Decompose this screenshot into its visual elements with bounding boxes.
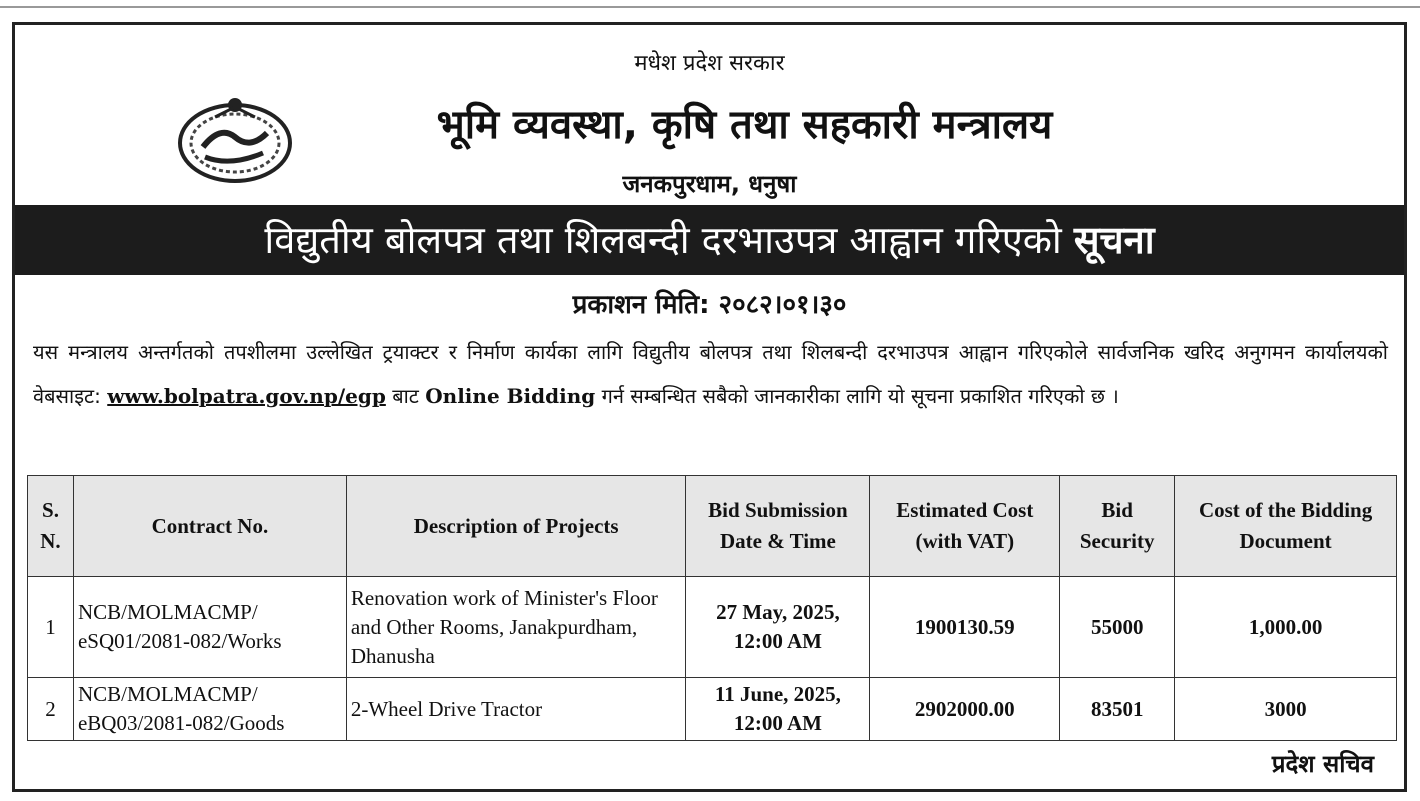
banner-text: विद्युतीय बोलपत्र तथा शिलबन्दी दरभाउपत्र आह्वान गरिएको bbox=[264, 218, 1062, 262]
header-doc-cost: Cost of the Bidding Document bbox=[1175, 476, 1397, 577]
notice-banner bbox=[15, 205, 1404, 275]
cell-description: 2-Wheel Drive Tractor bbox=[346, 678, 686, 741]
paragraph-part3: गर्न सम्बन्धित सबैको जानकारीका लागि यो सूचना प्रकाशित गरिएको छ । bbox=[601, 384, 1119, 408]
cell-security: 83501 bbox=[1060, 678, 1175, 741]
header-submission: Bid Submission Date & Time bbox=[686, 476, 870, 577]
top-rule bbox=[0, 6, 1420, 8]
cell-contract: NCB/MOLMACMP/ eBQ03/2081-082/Goods bbox=[73, 678, 346, 741]
notice-paragraph bbox=[33, 330, 1388, 418]
cell-description: Renovation work of Minister's Floor and Other Rooms, Janakpurdham, Dhanusha bbox=[346, 577, 686, 678]
cell-submission: 11 June, 2025, 12:00 AM bbox=[686, 678, 870, 741]
cell-sn: 2 bbox=[28, 678, 74, 741]
header-sn: S. N. bbox=[28, 476, 74, 577]
signature-title: प्रदेश सचिव bbox=[1271, 750, 1374, 778]
cell-doc-cost: 1,000.00 bbox=[1175, 577, 1397, 678]
table-row bbox=[28, 577, 1397, 678]
cell-cost: 1900130.59 bbox=[870, 577, 1060, 678]
paragraph-part2: बाट bbox=[392, 384, 419, 408]
ministry-location: जनकपुरधाम, धनुषा bbox=[622, 170, 797, 198]
paragraph-part1: यस मन्त्रालय अन्तर्गतको तपशीलमा उल्लेखित ट्रयाक्टर र निर्माण कार्यका लागि विद्युतीय बोलपत्र तथा शिलबन्दी दरभाउपत्र आह्वान गरिएकोले सार्वजनिक खरिद अनुगमन कार्यालयको वेबसाइट: bbox=[33, 340, 1388, 408]
cell-sn: 1 bbox=[28, 577, 74, 678]
cell-submission: 27 May, 2025, 12:00 AM bbox=[686, 577, 870, 678]
cell-cost: 2902000.00 bbox=[870, 678, 1060, 741]
notice-page bbox=[12, 22, 1407, 792]
publication-date bbox=[15, 285, 1404, 321]
ministry-title: भूमि व्यवस्था, कृषि तथा सहकारी मन्त्रालय bbox=[436, 102, 1053, 148]
header-contract: Contract No. bbox=[73, 476, 346, 577]
header-security: Bid Security bbox=[1060, 476, 1175, 577]
cell-contract: NCB/MOLMACMP/ eSQ01/2081-082/Works bbox=[73, 577, 346, 678]
banner-text-bold: सूचना bbox=[1073, 218, 1155, 262]
bolpatra-link[interactable]: www.bolpatra.gov.np/egp bbox=[107, 384, 386, 408]
header-description: Description of Projects bbox=[346, 476, 686, 577]
bid-table bbox=[27, 475, 1397, 741]
government-name: मधेश प्रदेश सरकार bbox=[634, 51, 785, 76]
cell-security: 55000 bbox=[1060, 577, 1175, 678]
paragraph-bold: Online Bidding bbox=[425, 384, 596, 408]
publication-date-value: २०८२।०१।३० bbox=[718, 290, 847, 320]
cell-doc-cost: 3000 bbox=[1175, 678, 1397, 741]
table-header-row bbox=[28, 476, 1397, 577]
publication-label: प्रकाशन मिति: bbox=[572, 290, 710, 320]
header-cost: Estimated Cost (with VAT) bbox=[870, 476, 1060, 577]
table-row bbox=[28, 678, 1397, 741]
